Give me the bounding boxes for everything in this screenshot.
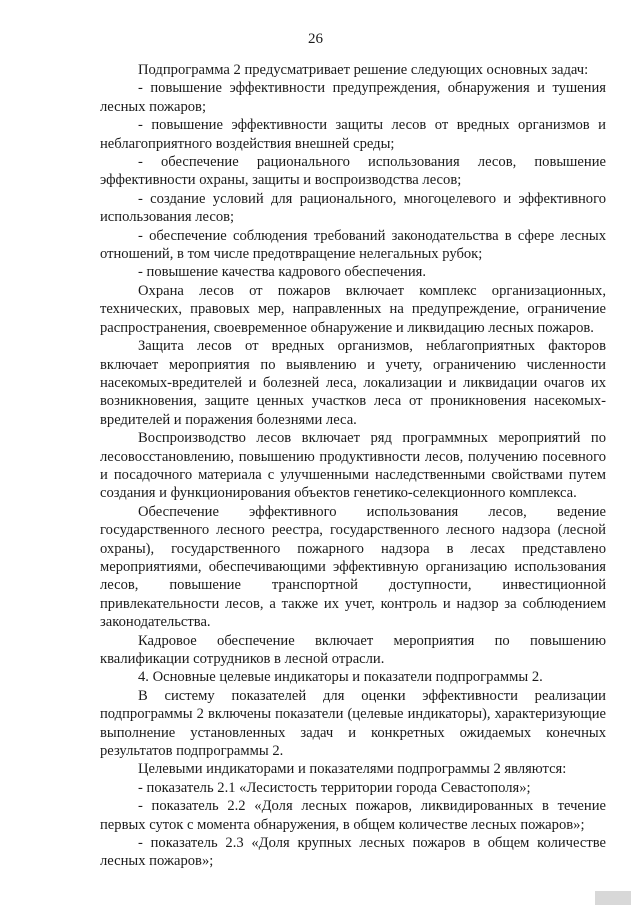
paragraph-pest-protection: Защита лесов от вредных организмов, неблагоприятных факторов включает мероприятия по выявлению и учету, ограничению численности насекомых-вредителей и болезней леса, локализации и ликвидации очагов их возникновения, защите ценных участков леса от проникновения насекомых-вредителей и поражения болезнями леса. bbox=[100, 338, 606, 428]
list-item-task-staff: - повышение качества кадрового обеспечения. bbox=[138, 264, 426, 281]
document-body bbox=[100, 61, 606, 871]
list-item-task-legislation: - обеспечение соблюдения требований законодательства в сфере лесных отношений, в том числе предотвращение нелегальных рубок; bbox=[100, 227, 606, 263]
list-item-task-fire: - повышение эффективности предупреждения, обнаружения и тушения лесных пожаров; bbox=[100, 80, 606, 115]
list-item-indicator-2-1: - показатель 2.1 «Лесистость территории города Севастополя»; bbox=[138, 779, 531, 796]
list-item-indicator-2-2: - показатель 2.2 «Доля лесных пожаров, ликвидированных в течение первых суток с момента обнаружения, в общем количестве лесных пожаров»; bbox=[100, 798, 606, 833]
paragraph-staffing: Кадровое обеспечение включает мероприятия по повышению квалификации сотрудников в лесной отрасли. bbox=[100, 632, 606, 667]
list-item-indicator-2-3: - показатель 2.3 «Доля крупных лесных пожаров в общем количестве лесных пожаров»; bbox=[100, 835, 606, 870]
section-heading-indicators: 4. Основные целевые индикаторы и показатели подпрограммы 2. bbox=[138, 669, 543, 686]
paragraph-tasks-intro: Подпрограмма 2 предусматривает решение следующих основных задач: bbox=[138, 62, 589, 78]
paragraph-fire-protection: Охрана лесов от пожаров включает комплекс организационных, технических, правовых мер, направленных на предупреждение, ограничение распространения, своевременное обнаружение и ликвидацию лесных пожаров. bbox=[100, 282, 606, 336]
list-item-task-rational-use: - обеспечение рационального использования лесов, повышение эффективности охраны, защиты и воспроизводства лесов; bbox=[100, 154, 606, 189]
paragraph-indicator-system: В систему показателей для оценки эффективности реализации подпрограммы 2 включены показатели (целевые индикаторы), характеризующие выполнение установленных задач и конкретных ожидаемых конечных результатов подпрограммы 2. bbox=[100, 687, 606, 760]
paragraph-indicators-intro: Целевыми индикаторами и показателями подпрограммы 2 являются: bbox=[138, 761, 567, 778]
list-item-task-protection: - повышение эффективности защиты лесов от вредных организмов и неблагоприятного воздействия внешней среды; bbox=[100, 117, 606, 152]
scan-corner-mark bbox=[595, 891, 631, 905]
list-item-task-conditions: - создание условий для рационального, многоцелевого и эффективного использования лесов; bbox=[100, 190, 606, 226]
page-number: 26 bbox=[308, 31, 323, 47]
paragraph-efficient-use: Обеспечение эффективного использования лесов, ведение государственного лесного реестра, государственного лесного надзора (лесной охраны), государственного пожарного надзора в лесах представлено мероприятиями, обеспечивающими эффективную организацию использования лесов, повышение транспортной доступности, инвестиционной привлекательности лесов, а также их учет, контроль и надзор за соблюдением законодательства. bbox=[100, 503, 606, 631]
paragraph-reproduction: Воспроизводство лесов включает ряд программных мероприятий по лесовосстановлению, повышению продуктивности лесов, получению посевного и посадочного материала с улучшенными наследственными свойствами путем создания и функционирования объектов генетико-селекционного комплекса. bbox=[100, 430, 606, 502]
